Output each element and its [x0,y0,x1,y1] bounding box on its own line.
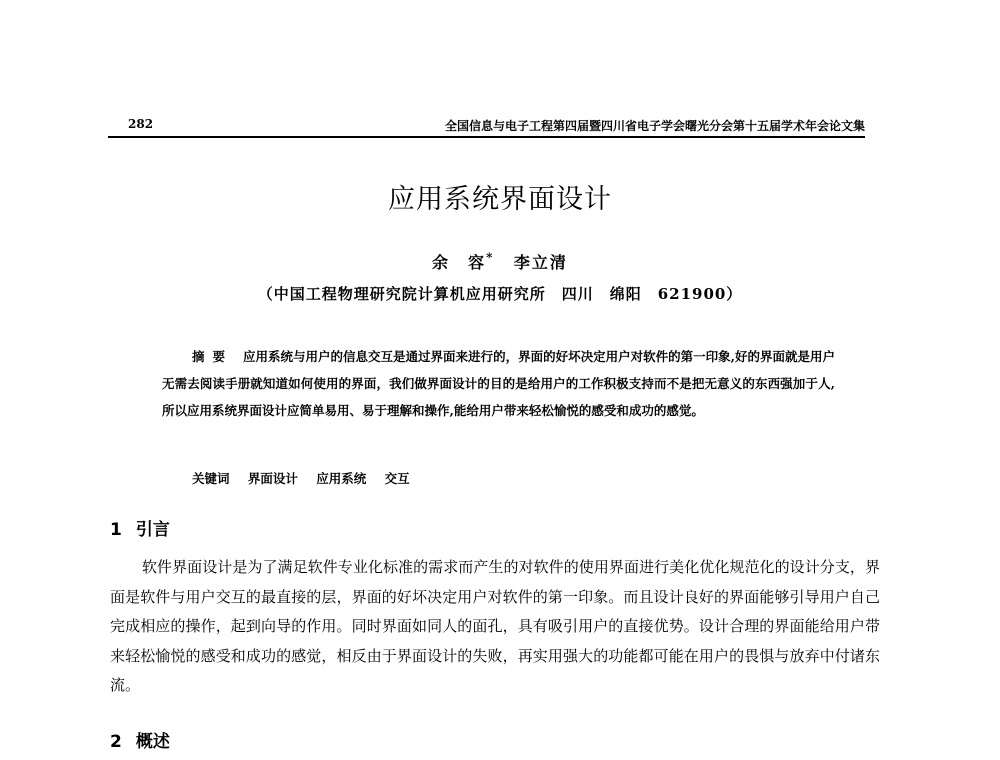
author-2: 李立清 [513,253,568,272]
keyword-item: 交互 [384,471,410,486]
keywords [192,469,410,487]
author-line [0,250,1000,273]
section-heading-2 [110,727,170,752]
section-title: 引言 [135,520,170,540]
paper-title: 应用系统界面设计 [388,184,612,215]
keywords-label: 关键词 [192,471,230,486]
abstract-label: 摘要 [192,349,234,364]
section-heading-1 [110,515,170,540]
keyword-item: 应用系统 [316,471,367,486]
keyword-item: 界面设计 [247,471,298,486]
affiliation: （中国工程物理研究院计算机应用研究所 四川 绵阳 621900） [257,285,743,303]
section-title: 概述 [135,732,170,752]
page-number: 282 [128,117,154,131]
author-footnote-mark: * [486,250,493,265]
section-1-paragraph: 软件界面设计是为了满足软件专业化标准的需求而产生的对软件的使用界面进行美化优化规范化的设计分支，界面是软件与用户交互的最直接的层，界面的好坏决定用户对软件的第一印象。而且设计良好的界面能够引导用户自己完成相应的操作，起到向导的作用。同时界面如同人的面孔，具有吸引用户的直接优势。设计合理的界面能给用户带来轻松愉悦的感受和成功的感觉，相反由于界面设计的失败，再实用强大的功能都可能在用户的畏惧与放弃中付诸东流。 [110,558,880,694]
journal-title: 全国信息与电子工程第四届暨四川省电子学会曙光分会第十五届学术年会论文集 [444,119,865,133]
section-number: 2 [110,732,122,752]
header-rule [108,136,865,138]
author-1: 余 容 [432,253,487,272]
abstract-text: 应用系统与用户的信息交互是通过界面来进行的，界面的好坏决定用户对软件的第一印象,好的界面就是用户无需去阅读手册就知道如何使用的界面，我们做界面设计的目的是给用户的工作积极支持而不是把无意义的东西强加于人,所以应用系统界面设计应简单易用、易于理解和操作,能给用户带来轻松愉悦的感受和成功的感觉。 [162,349,835,418]
section-number: 1 [110,520,122,540]
running-header [108,117,865,135]
abstract [162,343,835,424]
